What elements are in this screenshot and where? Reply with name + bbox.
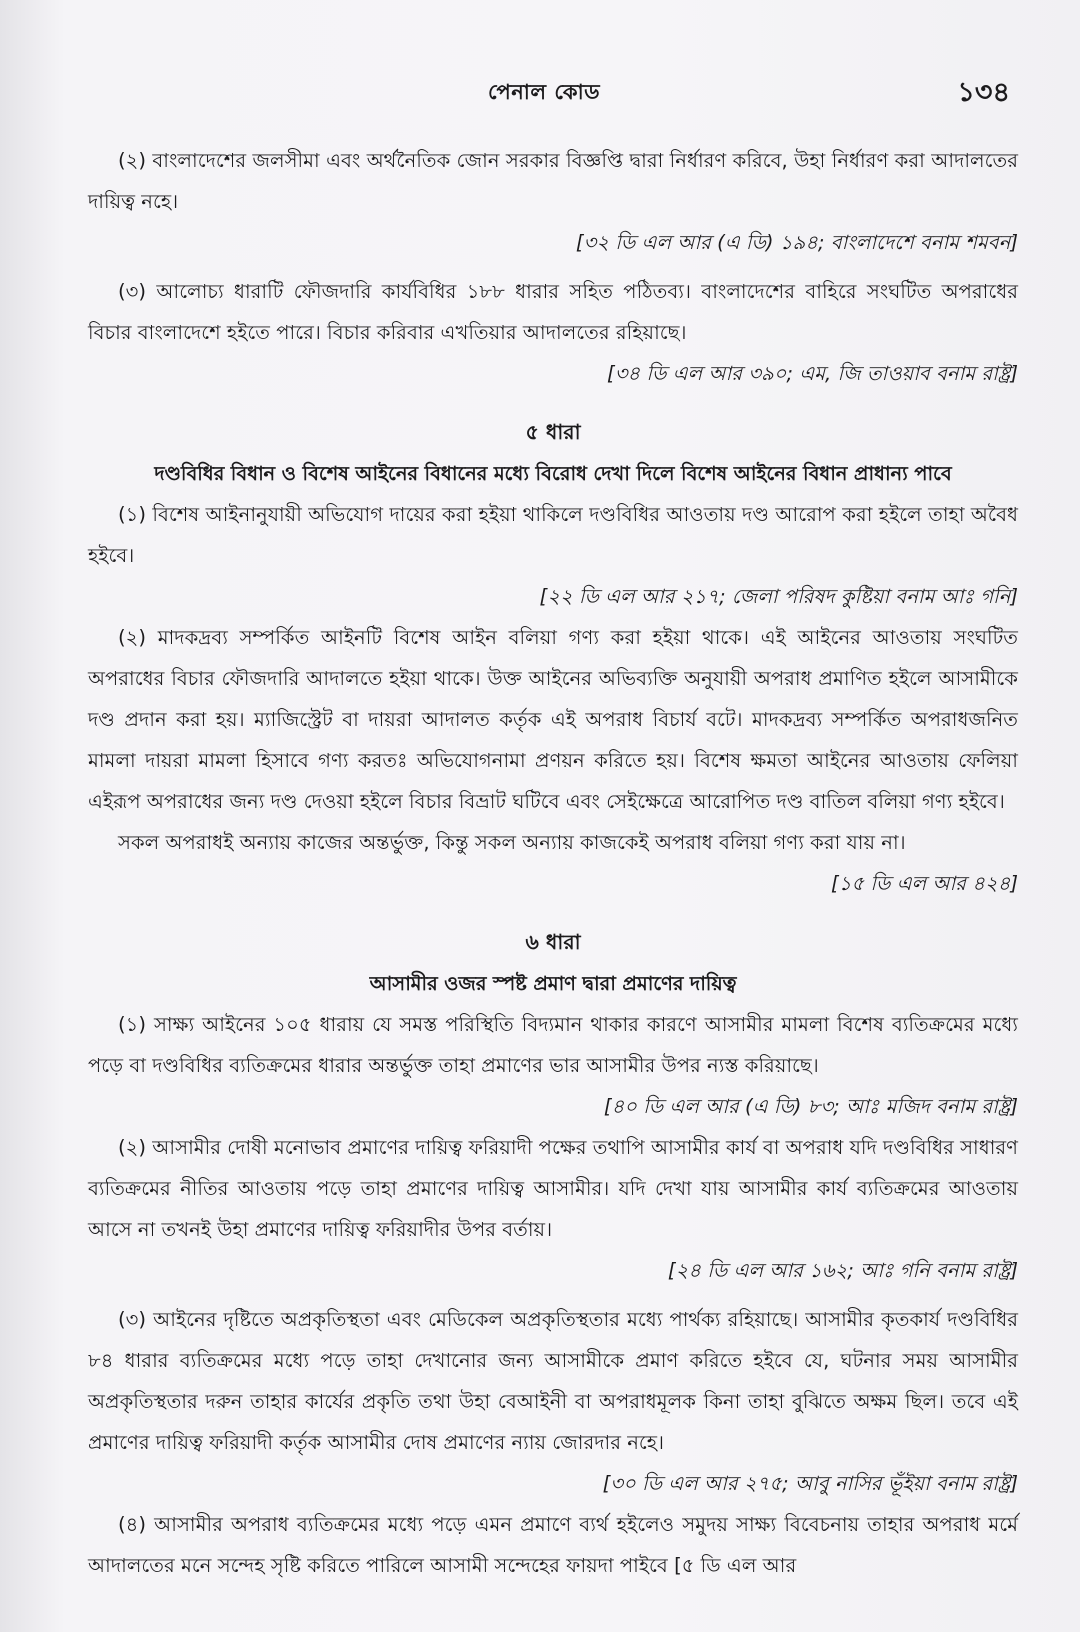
page-number: ১৩৪ [957,77,1010,108]
citation: [৪০ ডি এল আর (এ ডি) ৮৩; আঃ মজিদ বনাম রাষ্ট্র] [603,1095,1018,1118]
section-subheading: দণ্ডবিধির বিধান ও বিশেষ আইনের বিধানের মধ্যে বিরোধ দেখা দিলে বিশেষ আইনের বিধান প্রাধান্য পাবে [154,462,952,485]
paragraph: (২) বাংলাদেশের জলসীমা এবং অর্থনৈতিক জোন সরকার বিজ্ঞপ্তি দ্বারা নির্ধারণ করিবে, উহা নির্ধারণ করা আদালতের দায়িত্ব নহে। [88,149,1018,213]
paragraph: (৪) আসামীর অপরাধ ব্যতিক্রমের মধ্যে পড়ে এমন প্রমাণে ব্যর্থ হইলেও সমুদয় সাক্ষ্য বিবেচনায় তাহার অপরাধ মর্মে আদালতের মনে সন্দেহ সৃষ্টি করিতে পারিলে আসামী সন্দেহের ফায়দা পাইবে [৫ ডি এল আর [88,1513,1018,1577]
paragraph: (১) বিশেষ আইনানুযায়ী অভিযোগ দায়ের করা হইয়া থাকিলে দণ্ডবিধির আওতায় দণ্ড আরোপ করা হইলে তাহা অবৈধ হইবে। [88,503,1018,567]
citation: [৩০ ডি এল আর ২৭৫; আবু নাসির ভূঁইয়া বনাম রাষ্ট্র] [602,1472,1018,1495]
citation: [৩৪ ডি এল আর ৩৯০; এম, জি তাওয়াব বনাম রাষ্ট্র] [607,362,1018,385]
citation: [৩২ ডি এল আর (এ ডি) ১৯৪; বাংলাদেশে বনাম শমবন] [575,231,1018,254]
page-header [0,76,1080,110]
section-heading: ৫ ধারা [525,420,581,444]
paragraph: (১) সাক্ষ্য আইনের ১০৫ ধারায় যে সমস্ত পরিস্থিতি বিদ্যমান থাকার কারণে আসামীর মামলা বিশেষ ব্যতিক্রমের মধ্যে পড়ে বা দণ্ডবিধির ব্যতিক্রমের ধারার অন্তর্ভুক্ত তাহা প্রমাণের ভার আসামীর উপর ন্যস্ত করিয়াছে। [88,1013,1018,1077]
paragraph: (২) আসামীর দোষী মনোভাব প্রমাণের দায়িত্ব ফরিয়াদী পক্ষের তথাপি আসামীর কার্য বা অপরাধ যদি দণ্ডবিধির সাধারণ ব্যতিক্রমের নীতির আওতায় পড়ে তাহা প্রমাণের দায়িত্ব আসামীর। যদি দেখা যায় আসামীর কার্য ব্যতিক্রমের আওতায় আসে না তখনই উহা প্রমাণের দায়িত্ব ফরিয়াদীর উপর বর্তায়। [88,1136,1018,1241]
citation: [২৪ ডি এল আর ১৬২; আঃ গনি বনাম রাষ্ট্র] [667,1259,1018,1282]
paragraph: (৩) আইনের দৃষ্টিতে অপ্রকৃতিস্থতা এবং মেডিকেল অপ্রকৃতিস্থতার মধ্যে পার্থক্য রহিয়াছে। আসামীর কৃতকার্য দণ্ডবিধির ৮৪ ধারার ব্যতিক্রমের মধ্যে পড়ে তাহা দেখানোর জন্য আসামীকে প্রমাণ করিতে হইবে যে, ঘটনার সময় আসামীর অপ্রকৃতিস্থতার দরুন তাহার কার্যের প্রকৃতি তথা উহা বেআইনী বা অপরাধমূলক কিনা তাহা বুঝিতে অক্ষম ছিল। তবে এই প্রমাণের দায়িত্ব ফরিয়াদী কর্তৃক আসামীর দোষ প্রমাণের ন্যায় জোরদার নহে। [88,1308,1018,1454]
citation: [২২ ডি এল আর ২১৭; জেলা পরিষদ কুষ্টিয়া বনাম আঃ গনি] [539,585,1018,608]
section-subheading: আসামীর ওজর স্পষ্ট প্রমাণ দ্বারা প্রমাণের দায়িত্ব [369,972,737,995]
section-heading: ৬ ধারা [525,930,581,954]
paragraph: (৩) আলোচ্য ধারাটি ফৌজদারি কার্যবিধির ১৮৮ ধারার সহিত পঠিতব্য। বাংলাদেশের বাহিরে সংঘটিত অপরাধের বিচার বাংলাদেশে হইতে পারে। বিচার করিবার এখতিয়ার আদালতের রহিয়াছে। [88,280,1018,344]
body-text [88,140,1018,1586]
running-title: পেনাল কোড [488,80,601,104]
paragraph: (২) মাদকদ্রব্য সম্পর্কিত আইনটি বিশেষ আইন বলিয়া গণ্য করা হইয়া থাকে। এই আইনের আওতায় সংঘটিত অপরাধের বিচার ফৌজদারি আদালতে হইয়া থাকে। উক্ত আইনের অভিব্যক্তি অনুযায়ী অপরাধ প্রমাণিত হইলে আসামীকে দণ্ড প্রদান করা হয়। ম্যাজিস্ট্রেট বা দায়রা আদালত কর্তৃক এই অপরাধ বিচার্য বটে। মাদকদ্রব্য সম্পর্কিত অপরাধজনিত মামলা দায়রা মামলা হিসাবে গণ্য করতঃ অভিযোগনামা প্রণয়ন করিতে হয়। বিশেষ ক্ষমতা আইনের আওতায় ফেলিয়া এইরূপ অপরাধের জন্য দণ্ড দেওয়া হইলে বিচার বিভ্রাট ঘটিবে এবং সেইক্ষেত্রে আরোপিত দণ্ড বাতিল বলিয়া গণ্য হইবে। [88,626,1018,813]
citation: [১৫ ডি এল আর ৪২৪] [831,872,1018,895]
paragraph: সকল অপরাধই অন্যায় কাজের অন্তর্ভুক্ত, কিন্তু সকল অন্যায় কাজকেই অপরাধ বলিয়া গণ্য করা যায় না। [118,831,906,854]
